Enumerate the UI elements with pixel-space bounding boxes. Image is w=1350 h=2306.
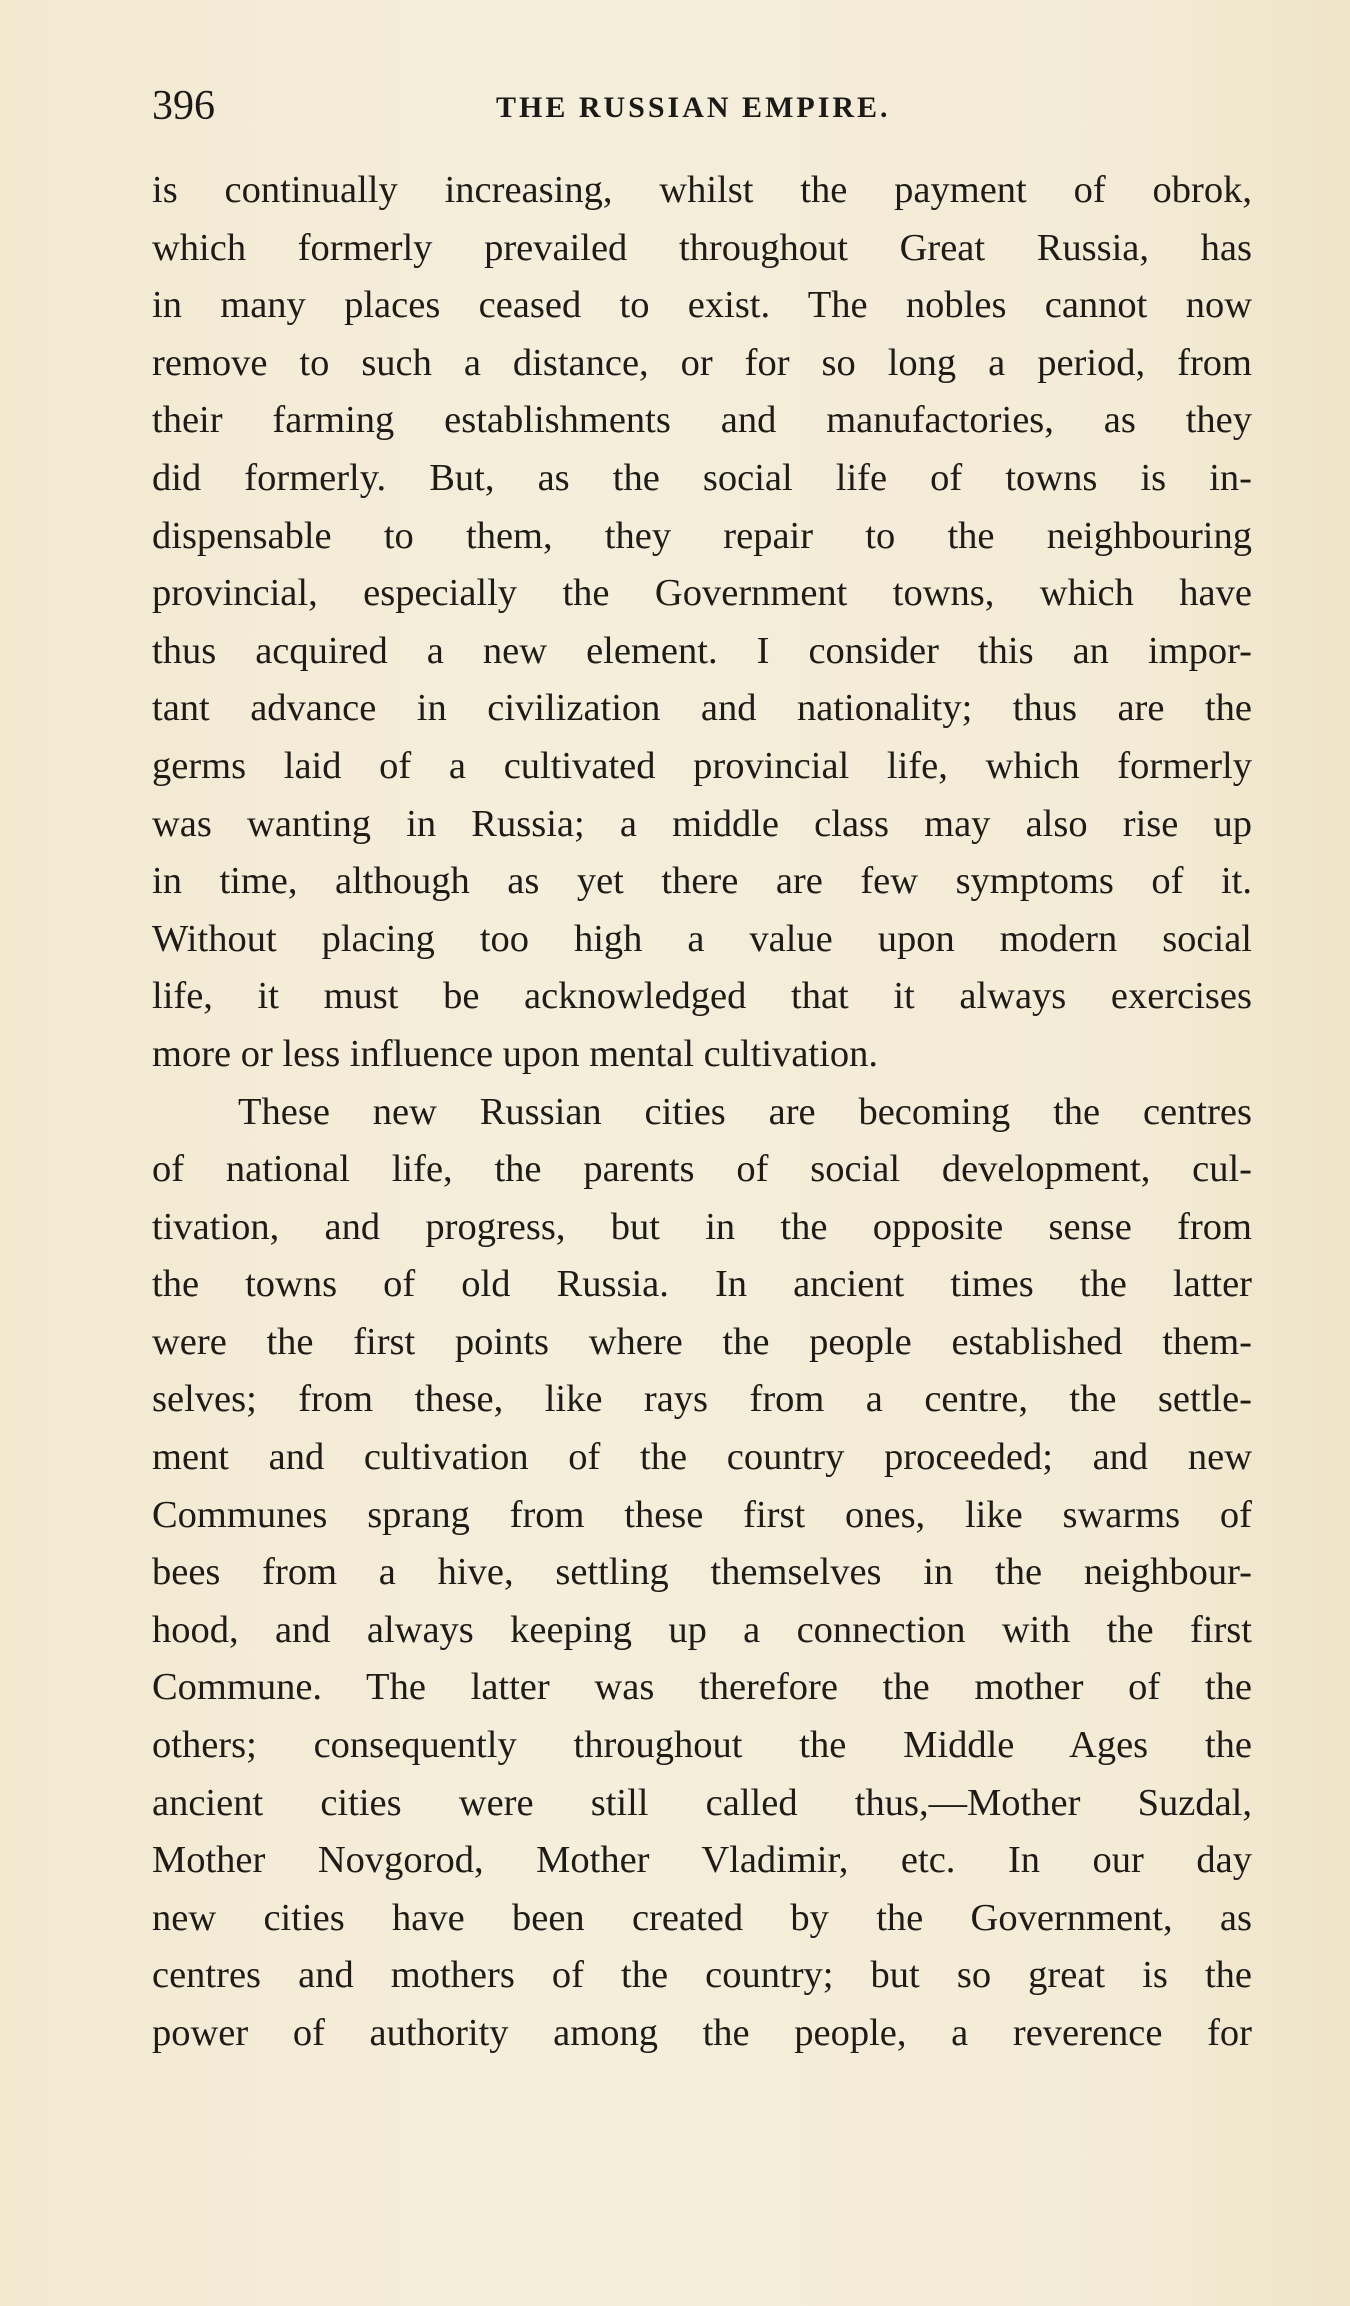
text-line: dispensable to them, they repair to the neighbouring — [152, 514, 1252, 557]
text-line: is continually increasing, whilst the payment of obrok, — [152, 169, 1252, 211]
text-line: provincial, especially the Government towns, which have — [152, 572, 1252, 615]
text-line: tivation, and progress, but in the opposite sense from — [152, 1205, 1252, 1248]
text-line: thus acquired a new element. I consider this an impor- — [152, 629, 1252, 672]
text-line: selves; from these, like rays from a centre, the settle- — [152, 1378, 1252, 1421]
text-line: Mother Novgorod, Mother Vladimir, etc. In our day — [152, 1839, 1252, 1882]
text-line: new cities have been created by the Government, as — [152, 1896, 1252, 1939]
text-line: centres and mothers of the country; but so great is the — [152, 1954, 1252, 1997]
text-line: Commune. The latter was therefore the mother of the — [152, 1666, 1252, 1709]
text-line: was wanting in Russia; a middle class may also rise up — [152, 802, 1252, 845]
text-line: which formerly prevailed throughout Great Russia, has — [152, 226, 1252, 269]
text-line: more or less influence upon mental cultivation. — [152, 1032, 878, 1075]
text-line: their farming establishments and manufactories, as they — [152, 399, 1252, 442]
text-line: the towns of old Russia. In ancient times the latter — [152, 1263, 1252, 1306]
text-line: did formerly. But, as the social life of towns is in- — [152, 456, 1252, 499]
text-line: in time, although as yet there are few symptoms of it. — [152, 860, 1252, 903]
text-line: ancient cities were still called thus,—Mother Suzdal, — [152, 1781, 1252, 1824]
text-line: remove to such a distance, or for so long a period, from — [152, 341, 1252, 384]
text-line: life, it must be acknowledged that it always exercises — [152, 975, 1252, 1018]
text-line: hood, and always keeping up a connection with the first — [152, 1608, 1252, 1651]
text-line: power of authority among the people, a reverence for — [152, 2012, 1252, 2054]
text-line: of national life, the parents of social development, cul- — [152, 1148, 1252, 1191]
text-line: tant advance in civilization and nationality; thus are the — [152, 687, 1252, 730]
running-head — [152, 78, 1252, 138]
text-line: others; consequently throughout the Middle Ages the — [152, 1724, 1252, 1767]
text-line: bees from a hive, settling themselves in the neighbour- — [152, 1551, 1252, 1594]
text-line: ment and cultivation of the country proceeded; and new — [152, 1436, 1252, 1479]
text-line: Without placing too high a value upon modern social — [152, 917, 1252, 960]
text-line: were the first points where the people established them- — [152, 1320, 1252, 1363]
body-text — [152, 162, 1252, 2063]
text-line: in many places ceased to exist. The nobles cannot now — [152, 284, 1252, 327]
text-line: Communes sprang from these first ones, like swarms of — [152, 1493, 1252, 1536]
text-line: These new Russian cities are becoming the centres — [238, 1090, 1252, 1133]
running-title: THE RUSSIAN EMPIRE. — [496, 91, 891, 124]
text-line: germs laid of a cultivated provincial life, which formerly — [152, 744, 1252, 787]
page-number: 396 — [152, 83, 215, 129]
